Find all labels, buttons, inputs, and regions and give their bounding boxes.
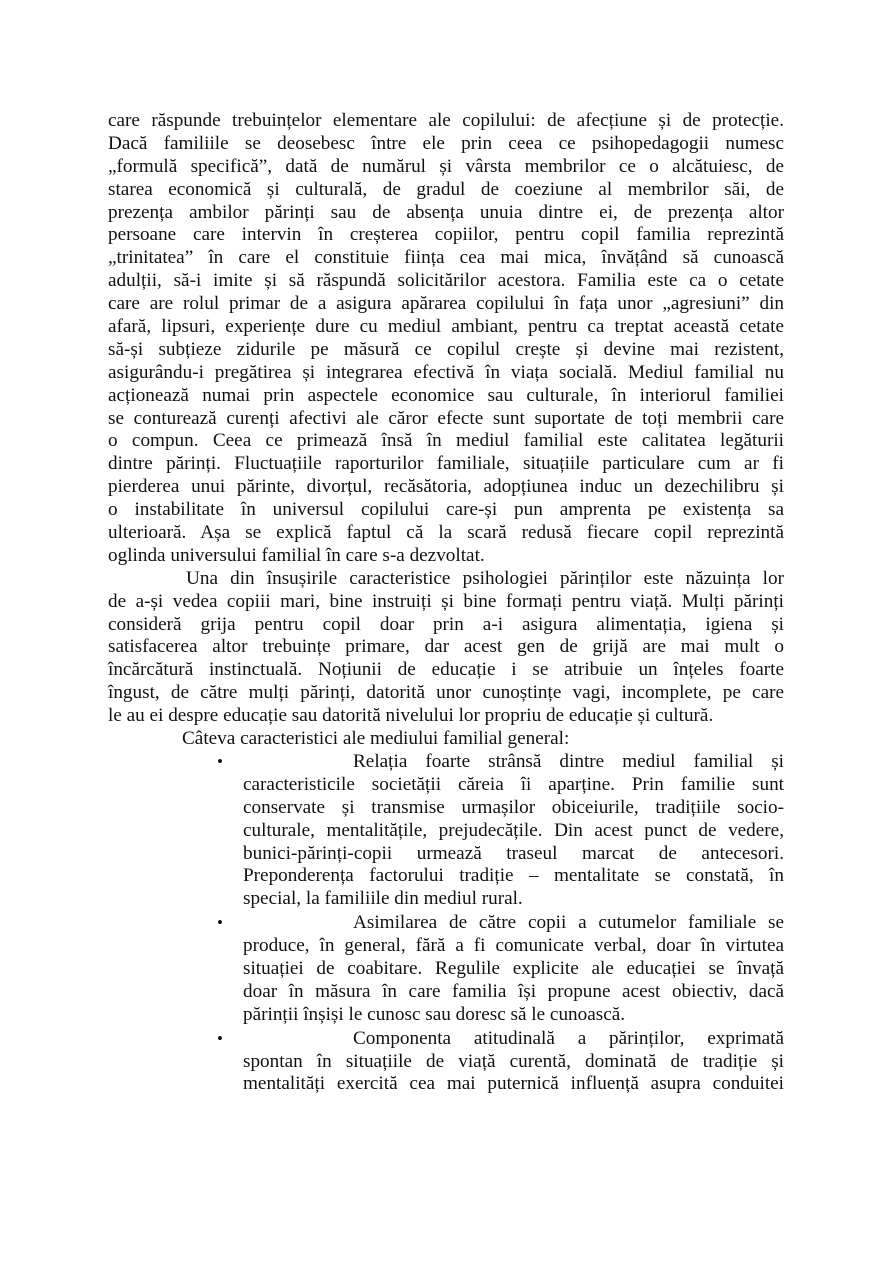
bullet-list <box>108 751 784 1096</box>
text-line: care are rolul primar de a asigura apărarea copilului în fața unor „agresiuni” din <box>108 293 784 315</box>
list-item <box>217 1027 784 1097</box>
text-line: o compun. Ceea ce primează însă în mediul familial este calitatea legăturii <box>108 430 784 452</box>
text-line: acționează numai prin aspectele economice sau culturale, în interiorul familiei <box>108 384 784 406</box>
bullet-icon: • <box>217 913 223 933</box>
list-item <box>217 912 784 1026</box>
text-line: Dacă familiile se deosebesc între ele prin ceea ce psihopedagogii numesc <box>108 132 784 154</box>
bullet-icon: • <box>217 751 223 771</box>
paragraph-parent-psychology <box>108 568 784 728</box>
text-line: adulții, să-i imite și să răspundă solicitărilor acestora. Familia este ca o cetate <box>108 270 784 292</box>
text-line: Componenta atitudinală a părinților, exprimată <box>353 1027 784 1049</box>
text-line: care răspunde trebuințelor elementare ale copilului: de afecțiune și de protecție. <box>108 110 784 131</box>
bullet-icon: • <box>217 1028 223 1048</box>
text-line: să-și subțieze zidurile pe măsură ce copilul crește și devine mai rezistent, <box>108 338 784 360</box>
text-line: dintre părinți. Fluctuațiile raporturilor familiale, situațiile particulare cum ar fi <box>108 453 784 475</box>
text-line: „trinitatea” în care el constituie ființa cea mai mica, învățând să cunoască <box>108 247 784 269</box>
text-line: oglinda universului familial în care s-a dezvoltat. <box>108 544 485 566</box>
text-line: persoane care intervin în creșterea copiilor, pentru copil familia reprezintă <box>108 224 784 246</box>
text-line: mentalități exercită cea mai puternică influență asupra conduitei <box>243 1073 784 1095</box>
text-line: bunici-părinți-copii urmează traseul marcat de antecesori. <box>243 842 784 864</box>
text-line: asigurându-i pregătirea și integrarea efectivă în viața socială. Mediul familial nu <box>108 361 784 383</box>
paragraph-family-environment <box>108 110 784 568</box>
text-line: doar în măsura în care familia își propune acest obiectiv, dacă <box>243 980 784 1002</box>
text-line: situației de coabitare. Regulile explicite ale educației se învață <box>243 957 784 979</box>
text-line: consideră grija pentru copil doar prin a-i asigura alimentația, igiena și <box>108 613 784 635</box>
document-body <box>108 110 784 1096</box>
text-line: le au ei despre educație sau datorită nivelului lor propriu de educație și cultură. <box>108 705 714 727</box>
text-line: de a-și vedea copiii mari, bine instruiți și bine formați pentru viață. Mulți părinți <box>108 590 784 612</box>
list-item <box>217 750 784 911</box>
text-line: Una din însușirile caracteristice psihologiei părinților este năzuința lor <box>186 567 784 589</box>
text-line: produce, în general, fără a fi comunicate verbal, doar în virtutea <box>243 935 784 957</box>
text-line: Preponderența factorului tradiție – mentalitate se constată, în <box>243 865 784 887</box>
text-line: conservate și transmise urmașilor obiceiurile, tradițiile socio- <box>243 796 784 818</box>
text-line: ulterioară. Așa se explică faptul că la scară redusă fiecare copil reprezintă <box>108 522 784 544</box>
text-line: starea economică și culturală, de gradul de coeziune al membrilor săi, de <box>108 178 784 200</box>
text-line: culturale, mentalitățile, prejudecățile. Din acest punct de vedere, <box>243 819 784 841</box>
text-line: „formulă specifică”, dată de numărul și vârsta membrilor ce o alcătuiesc, de <box>108 155 784 177</box>
text-line: spontan în situațiile de viață curentă, dominată de tradiție și <box>243 1050 784 1072</box>
text-line: afară, lipsuri, experiențe dure cu mediul ambiant, pentru ca treptat această cetate <box>108 316 784 338</box>
text-line: încărcătură instinctuală. Noțiunii de educație i se atribuie un înțeles foarte <box>108 659 784 681</box>
text-line: părinții înșiși le cunosc sau doresc să le cunoască. <box>243 1003 626 1025</box>
text-line: îngust, de către mulți părinți, datorită unor cunoștințe vagi, incomplete, pe care <box>108 682 784 704</box>
text-line: special, la familiile din mediul rural. <box>243 888 523 910</box>
text-line: o instabilitate în universul copilului care-și pun amprenta pe existența sa <box>108 499 784 521</box>
text-line: caracteristicile societății căreia îi aparține. Prin familie sunt <box>243 773 784 795</box>
text-line: Asimilarea de către copii a cutumelor familiale se <box>353 912 784 934</box>
text-line: Relația foarte strânsă dintre mediul familial și <box>353 750 784 772</box>
list-intro: Câteva caracteristici ale mediului familial general: <box>182 728 570 750</box>
text-line: pierderea unui părinte, divorțul, recăsătoria, adopțiunea induc un dezechilibru și <box>108 476 784 498</box>
text-line: se conturează curenți afectivi ale căror efecte sunt suportate de toți membrii care <box>108 407 784 429</box>
text-line: prezența ambilor părinți sau de absența unuia dintre ei, de prezența altor <box>108 201 784 223</box>
text-line: satisfacerea altor trebuințe primare, dar acest gen de grijă are mai mult o <box>108 636 784 658</box>
